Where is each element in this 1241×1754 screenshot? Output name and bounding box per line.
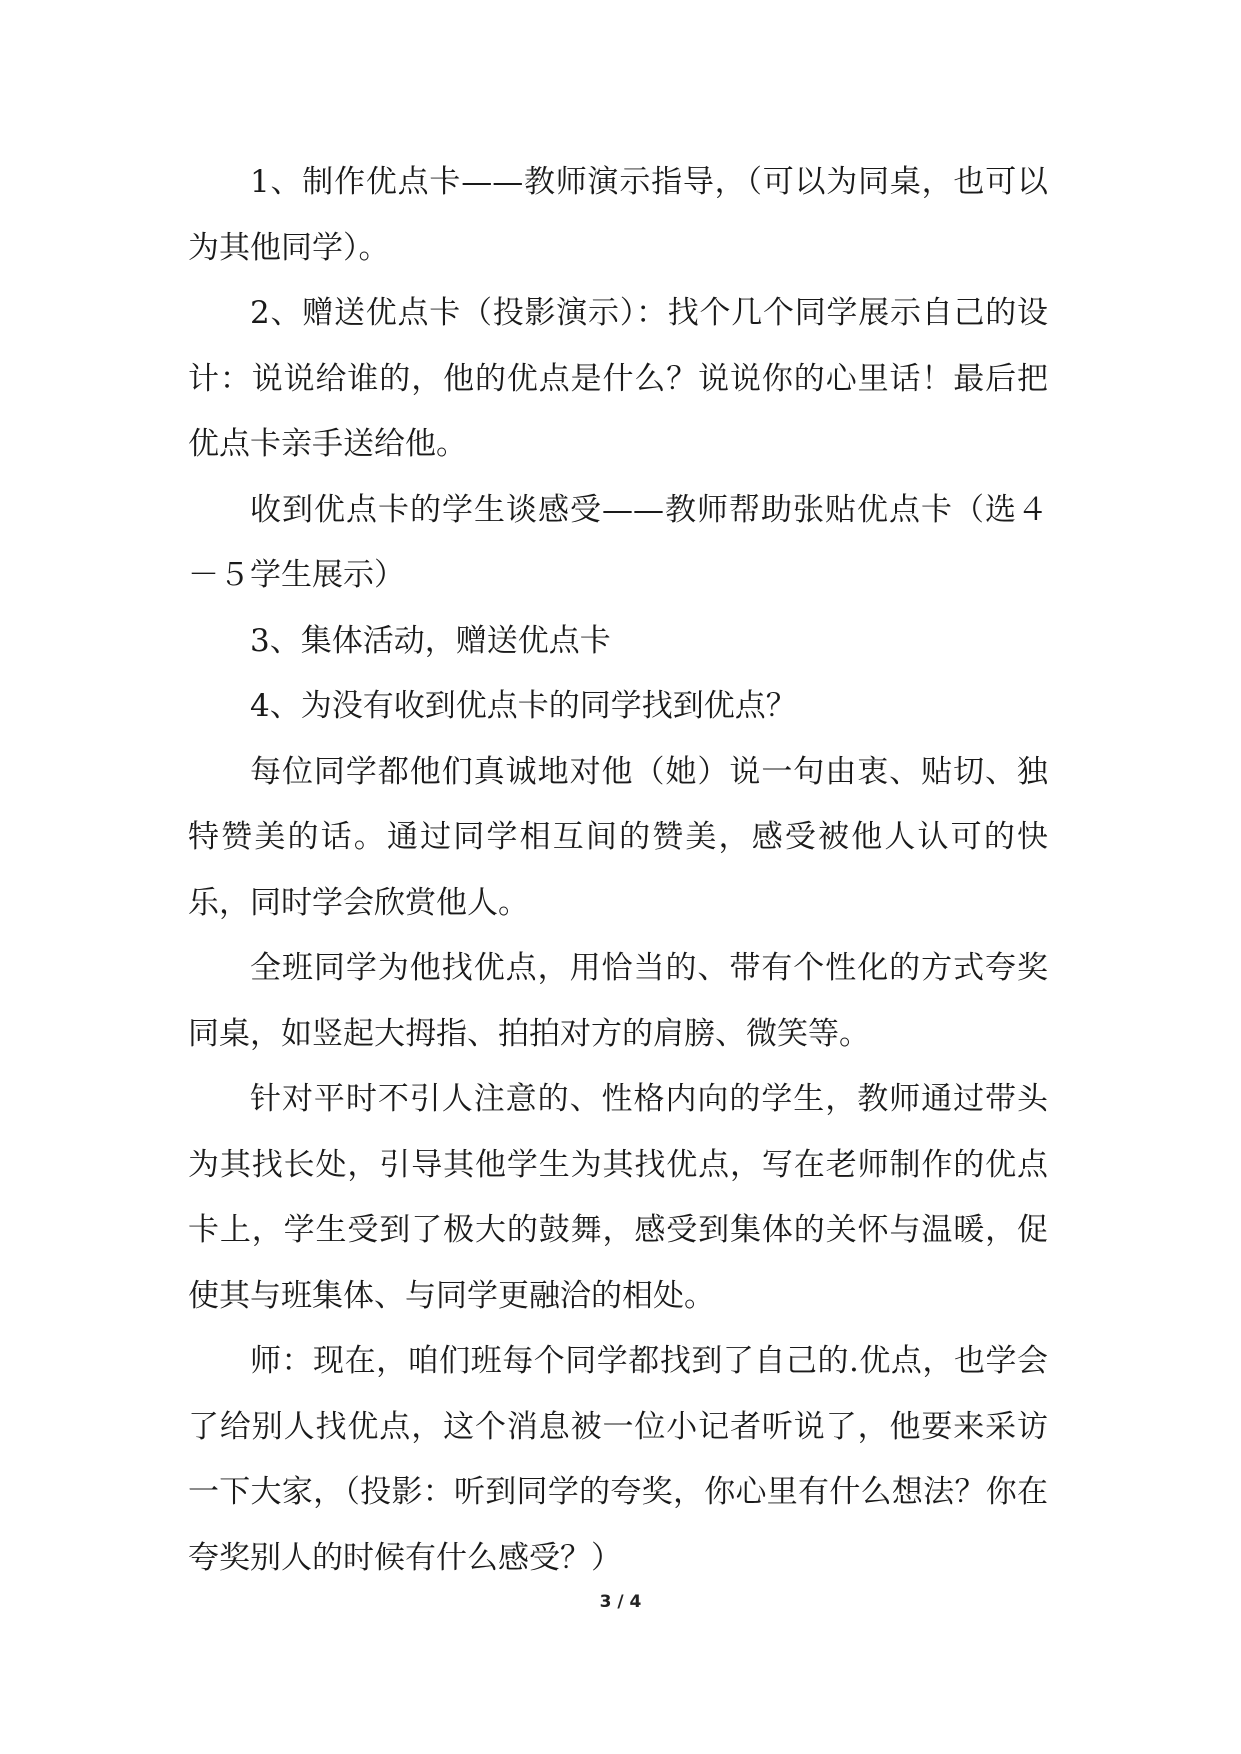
paragraph-4: 3、集体活动，赠送优点卡 bbox=[250, 622, 611, 659]
document-body bbox=[188, 150, 1048, 1591]
paragraph-3: 收到优点卡的学生谈感受——教师帮助张贴优点卡（选４－５学生展示） bbox=[188, 491, 1048, 593]
paragraph-1: 1、制作优点卡——教师演示指导，（可以为同桌，也可以为其他同学）。 bbox=[188, 164, 1048, 266]
paragraph-8: 针对平时不引人注意的、性格内向的学生，教师通过带头为其找长处，引导其他学生为其找优点，写在老师制作的优点卡上，学生受到了极大的鼓舞，感受到集体的关怀与温暖，促使其与班集体、与同学更融洽的相处。 bbox=[188, 1081, 1048, 1314]
paragraph-2: 2、赠送优点卡（投影演示）：找个几个同学展示自己的设计：说说给谁的，他的优点是什么？说说你的心里话！最后把优点卡亲手送给他。 bbox=[188, 295, 1048, 462]
page-number: 3 / 4 bbox=[599, 1592, 642, 1612]
paragraph-6: 每位同学都他们真诚地对他（她）说一句由衷、贴切、独特赞美的话。通过同学相互间的赞美，感受被他人认可的快乐，同时学会欣赏他人。 bbox=[188, 753, 1048, 921]
paragraph-5: 4、为没有收到优点卡的同学找到优点？ bbox=[250, 688, 797, 724]
paragraph-7: 全班同学为他找优点，用恰当的、带有个性化的方式夸奖同桌，如竖起大拇指、拍拍对方的肩膀、微笑等。 bbox=[188, 950, 1048, 1052]
paragraph-9: 师：现在，咱们班每个同学都找到了自己的.优点，也学会了给别人找优点，这个消息被一位小记者听说了，他要来采访一下大家，（投影：听到同学的夸奖，你心里有什么想法？你在夸奖别人的时候有什么感受？） bbox=[188, 1343, 1048, 1576]
